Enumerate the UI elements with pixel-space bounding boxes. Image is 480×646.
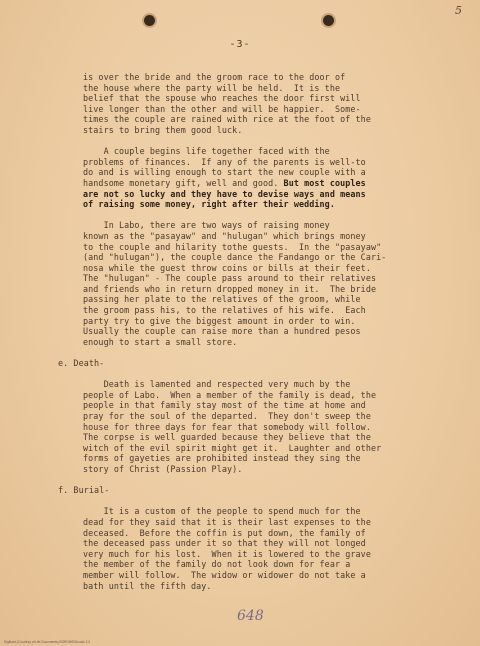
bold-text-line: of raising some money, right after their wedding. xyxy=(83,199,335,210)
text-line: people in that family stay most of the time at home and xyxy=(83,400,366,411)
text-line: (and "hulugan"), the couple dance the Fandango or the Cari- xyxy=(83,252,387,263)
paragraph-4 xyxy=(83,379,439,474)
text-line: times the couple are rained with rice at the foot of the xyxy=(83,114,371,125)
corner-mark: 5 xyxy=(455,4,462,17)
punch-hole xyxy=(144,15,155,26)
text-line: member will follow. The widow or widower do not take a xyxy=(83,569,366,580)
text-line: house for three days for fear that somebody will follow. xyxy=(83,421,371,432)
paragraph-2 xyxy=(83,146,439,210)
text-line: The corpse is well guarded because they believe that the xyxy=(83,432,371,443)
text-line: story of Christ (Passion Play). xyxy=(83,463,243,474)
text-line: party try to give the biggest amount in order to win. xyxy=(83,315,356,326)
section-heading-death: e. Death- xyxy=(58,358,105,369)
text-line: nosa while the guest throw coins or bills at their feet. xyxy=(83,262,371,273)
paragraph-3 xyxy=(83,220,439,347)
text-line xyxy=(83,178,439,189)
punch-hole xyxy=(323,15,334,26)
text-line: very much for his lost. When it is lowered to the grave xyxy=(83,548,371,559)
footer-credit: Digitized (Courtesy of Life Documents) BOROWEDbooks 2.0 xyxy=(4,640,91,644)
handwritten-page-number: 648 xyxy=(237,608,264,624)
page-number: -3- xyxy=(229,39,251,50)
section-heading-burial: f. Burial- xyxy=(58,485,110,496)
text-line: pray for the soul of the departed. They don't sweep the xyxy=(83,411,371,421)
text-line: Usually the couple can raise more than a hundred pesos xyxy=(83,326,361,337)
text-line: deceased. Before the coffin is put down, the family of xyxy=(83,527,366,538)
text-line: to the couple and hilarity tothe guests. In the "pasayaw" xyxy=(83,241,382,252)
text-line: The "hulugan" - The couple pass around to their relatives xyxy=(83,273,377,284)
text-line: problems of finances. If any of the parents is well-to xyxy=(83,156,366,167)
text-line: is over the bride and the groom race to the door of xyxy=(83,72,346,82)
text-span: handsome monetary gift, well and good. xyxy=(83,177,279,188)
text-line: A couple begins life together faced with the xyxy=(83,146,330,157)
text-line: passing her plate to the relatives of the groom, while xyxy=(83,294,361,305)
text-line: people of Labo. When a member of the family is dead, the xyxy=(83,389,377,400)
text-line: the deceased pass under it so that they will not longed xyxy=(83,538,366,549)
paragraph-5 xyxy=(83,506,439,591)
text-line: and friends who in return dropped money in it. The bride xyxy=(83,283,377,294)
text-line: forms of gayeties are prohibited instead they sing the xyxy=(83,453,361,464)
text-line: stairs to bring them good luck. xyxy=(83,124,243,135)
text-line: belief that the spouse who reaches the door first will xyxy=(83,93,361,104)
text-line: the member of the family do not look down for fear a xyxy=(83,559,351,570)
text-line: do and is willing enough to start the new couple with a xyxy=(83,167,366,178)
bold-text-span: But most couples xyxy=(278,177,366,188)
text-line: Death is lamented and respected very much by the xyxy=(83,379,351,390)
text-line: known as the "pasayaw" and "hulugan" which brings money xyxy=(83,230,366,241)
text-line: the house where the party will be held. It is the xyxy=(83,82,341,93)
text-line: dead for they said that it is their last expenses to the xyxy=(83,516,371,527)
bold-text-line: are not so lucky and they have to devise ways and means xyxy=(83,188,366,199)
document-body xyxy=(58,72,439,591)
text-line: live longer than the other and will be happier. Some- xyxy=(83,103,361,114)
text-line: enough to start a small store. xyxy=(83,336,238,347)
text-line: witch of the evil spirit might get it. Laughter and other xyxy=(83,442,382,453)
text-line: It is a custom of the people to spend much for the xyxy=(83,506,361,517)
text-line: In Labo, there are two ways of raising money xyxy=(83,220,330,231)
text-line: bath until the fifth day. xyxy=(83,580,212,591)
text-line: the groom pass his, to the relatives of his wife. Each xyxy=(83,305,366,316)
paragraph-1 xyxy=(83,72,439,136)
